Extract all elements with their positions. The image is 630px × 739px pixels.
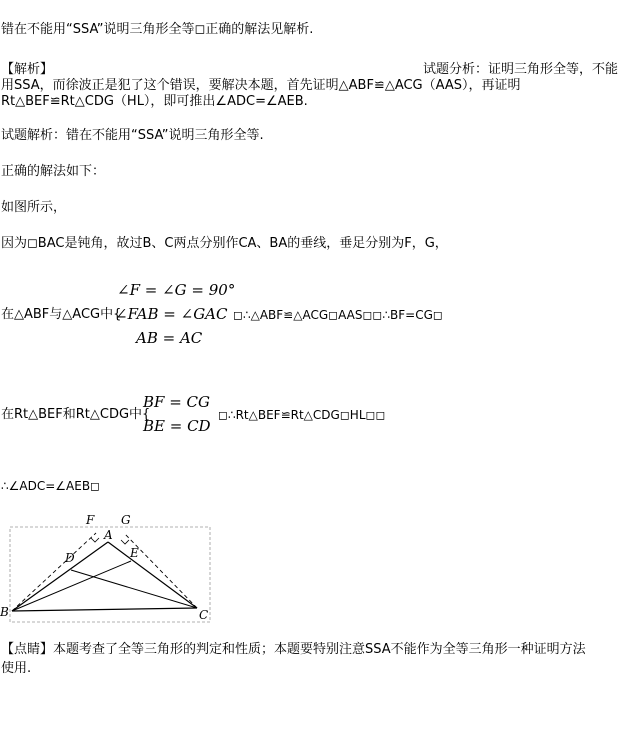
label-C: C <box>199 608 209 622</box>
label-E: E <box>130 546 139 560</box>
final-conclusion: ∴∠ADC=∠AEB◻ <box>1 479 101 493</box>
label-F: F <box>86 513 95 527</box>
solution-intro: 试题解析：错在不能用“SSA”说明三角形全等. <box>1 128 264 143</box>
block1-eq3: AB = AC <box>136 329 203 347</box>
block1-prefix: 在△ABF与△ACG中{ <box>1 307 122 322</box>
block1-eq2: ∠FAB = ∠GAC <box>115 305 228 323</box>
label-A: A <box>104 528 113 542</box>
block2-eq2: BE = CD <box>143 417 211 435</box>
as-shown-text: 如图所示， <box>1 200 67 215</box>
label-D: D <box>65 551 75 565</box>
geometry-figure <box>0 513 215 623</box>
analysis-intro: 试题分析：证明三角形全等，不能 <box>423 62 619 77</box>
analysis-line-3: Rt△BEF≌Rt△CDG（HL），即可推出∠ADC=∠AEB. <box>1 94 308 109</box>
block2-prefix: 在Rt△BEF和Rt△CDG中{ <box>1 407 151 422</box>
correct-method-heading: 正确的解法如下： <box>1 164 106 179</box>
comment-line-1: 【点睛】本题考查了全等三角形的判定和性质；本题要特别注意SSA不能作为全等三角形一种证明方法 <box>1 642 586 657</box>
analysis-tag: 【解析】 <box>1 62 54 77</box>
block1-conclusion: ◻∴△ABF≌△ACG◻AAS◻◻∴BF=CG◻ <box>233 308 443 322</box>
label-B: B <box>0 605 9 619</box>
analysis-line-2: 用SSA，而徐波正是犯了这个错误，要解决本题，首先证明△ABF≌△ACG（AAS），再证明 <box>1 78 521 93</box>
block2-conclusion: ◻∴Rt△BEF≌Rt△CDG◻HL◻◻ <box>218 408 386 422</box>
comment-line-2: 使用. <box>1 661 32 676</box>
question-statement: 错在不能用“SSA”说明三角形全等◻正确的解法见解析. <box>1 22 314 37</box>
block1-eq1: ∠F = ∠G = 90° <box>117 281 236 299</box>
label-G: G <box>121 513 131 527</box>
because-line: 因为◻BAC是钝角，故过B、C两点分别作CA、BA的垂线，垂足分别为F，G， <box>1 236 448 251</box>
block2-eq1: BF = CG <box>143 393 210 411</box>
